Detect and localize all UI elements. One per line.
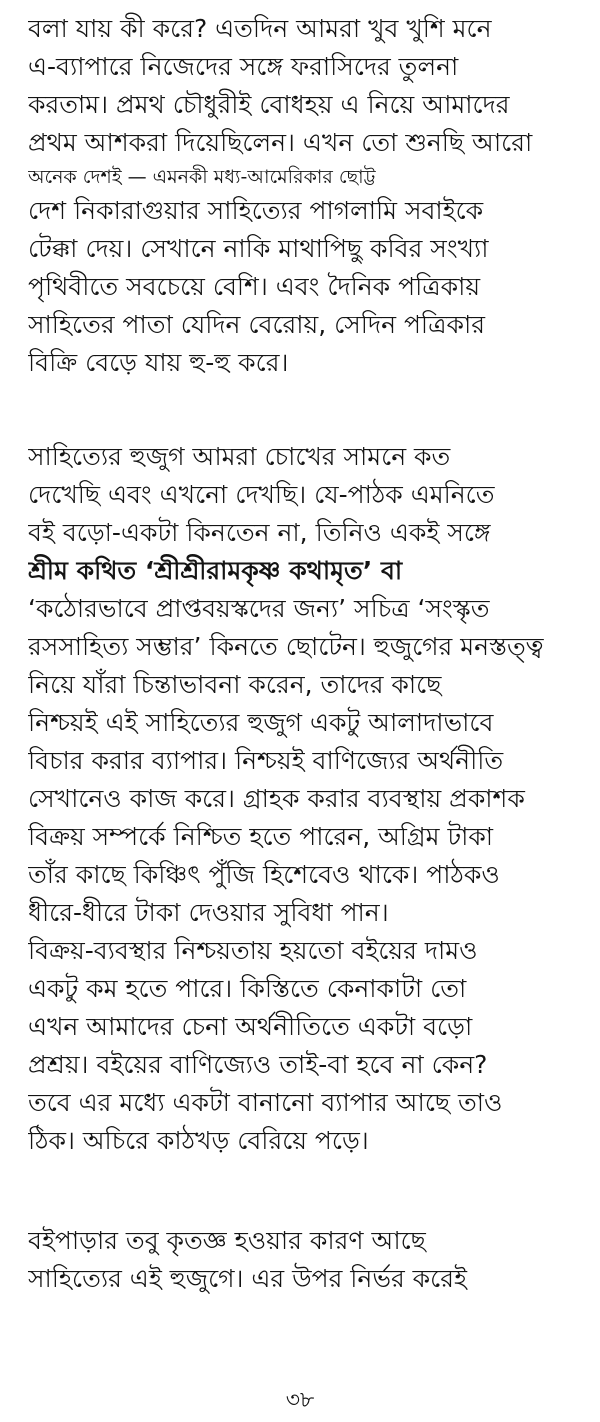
paragraph-1 [28,10,588,382]
text-line: বিক্রয়-ব্যবস্থার নিশ্চয়তায় হয়তো বইয়ের দামও [28,936,478,965]
text-line: দেখেছি এবং এখনো দেখছি। যে-পাঠক এমনিতে [28,480,495,509]
text-line: করতাম। প্রমথ চৌধুরীই বোধহয় এ নিয়ে আমাদের [28,90,510,119]
text-line: রসসাহিত্য সম্ভার’ কিনতে ছোটেন। হুজুগের মনস্তত্ত্ব [28,632,544,661]
text-line: তাঁর কাছে কিঞ্চিৎ পুঁজি হিশেবেও থাকে। পাঠকও [28,860,500,889]
text-line: তবে এর মধ্যে একটা বানানো ব্যাপার আছে তাও [28,1088,503,1117]
text-line: প্রথম আশকরা দিয়েছিলেন। এখন তো শুনছি আরো [28,128,533,157]
text-line: ধীরে-ধীরে টাকা দেওয়ার সুবিধা পান। [28,898,389,927]
text-line: নিয়ে যাঁরা চিন্তাভাবনা করেন, তাদের কাছে [28,670,442,699]
text-line: বলা যায় কী করে? এতদিন আমরা খুব খুশি মনে [28,14,492,43]
text-line: পৃথিবীতে সবচেয়ে বেশি। এবং দৈনিক পত্রিকায় [28,272,481,301]
text-line: বইপাড়ার তবু কৃতজ্ঞ হওয়ার কারণ আছে [28,1226,426,1255]
text-line: দেশ নিকারাগুয়ার সাহিত্যের পাগলামি সবাইকে [28,196,484,225]
text-line: টেক্কা দেয়। সেখানে নাকি মাথাপিছু কবির সংখ্যা [28,234,489,263]
text-line: নিশ্চয়ই এই সাহিত্যের হুজুগ একটু আলাদাভাবে [28,708,494,737]
text-line: অনেক দেশই — এমনকী মধ্য-আমেরিকার ছোট্ট [28,166,376,188]
text-line: ‘কঠোরভাবে প্রাপ্তবয়স্কদের জন্য’ সচিত্র ‘সংস্কৃত [28,594,490,623]
text-line: বিক্রি বেড়ে যায় হু-হু করে। [28,348,289,377]
text-line: সাহিত্যের হুজুগ আমরা চোখের সামনে কত [28,442,451,471]
text-line: সেখানেও কাজ করে। গ্রাহক করার ব্যবস্থায় প্রকাশক [28,784,525,813]
text-line: বিক্রয় সম্পর্কে নিশ্চিত হতে পারেন, অগ্রিম টাকা [28,822,494,851]
text-line: ঠিক। অচিরে কাঠখড় বেরিয়ে পড়ে। [28,1126,369,1155]
page-number: ৩৮ [285,1388,315,1413]
text-line: বিচার করার ব্যাপার। নিশ্চয়ই বাণিজ্যের অর্থনীতি [28,746,504,775]
text-line: একটু কম হতে পারে। কিস্তিতে কেনাকাটা তো [28,974,467,1003]
text-line: সাহিত্যের এই হুজুগে। এর উপর নির্ভর করেই [28,1264,467,1293]
text-line: এ-ব্যাপারে নিজেদের সঙ্গে ফরাসিদের তুলনা [28,52,459,81]
text-line: শ্রীম কথিত ‘শ্রীশ্রীরামকৃষ্ণ কথামৃত’ বা [28,556,403,585]
text-line: এখন আমাদের চেনা অর্থনীতিতে একটা বড়ো [28,1012,473,1041]
text-line: সাহিতের পাতা যেদিন বেরোয়, সেদিন পত্রিকার [28,310,485,339]
text-line: প্রশ্রয়। বইয়ের বাণিজ্যেও তাই-বা হবে না কেন? [28,1050,488,1079]
paragraph-2 [28,438,588,1160]
paragraph-3 [28,1222,588,1298]
text-line: বই বড়ো-একটা কিনতেন না, তিনিও একই সঙ্গে [28,518,491,547]
